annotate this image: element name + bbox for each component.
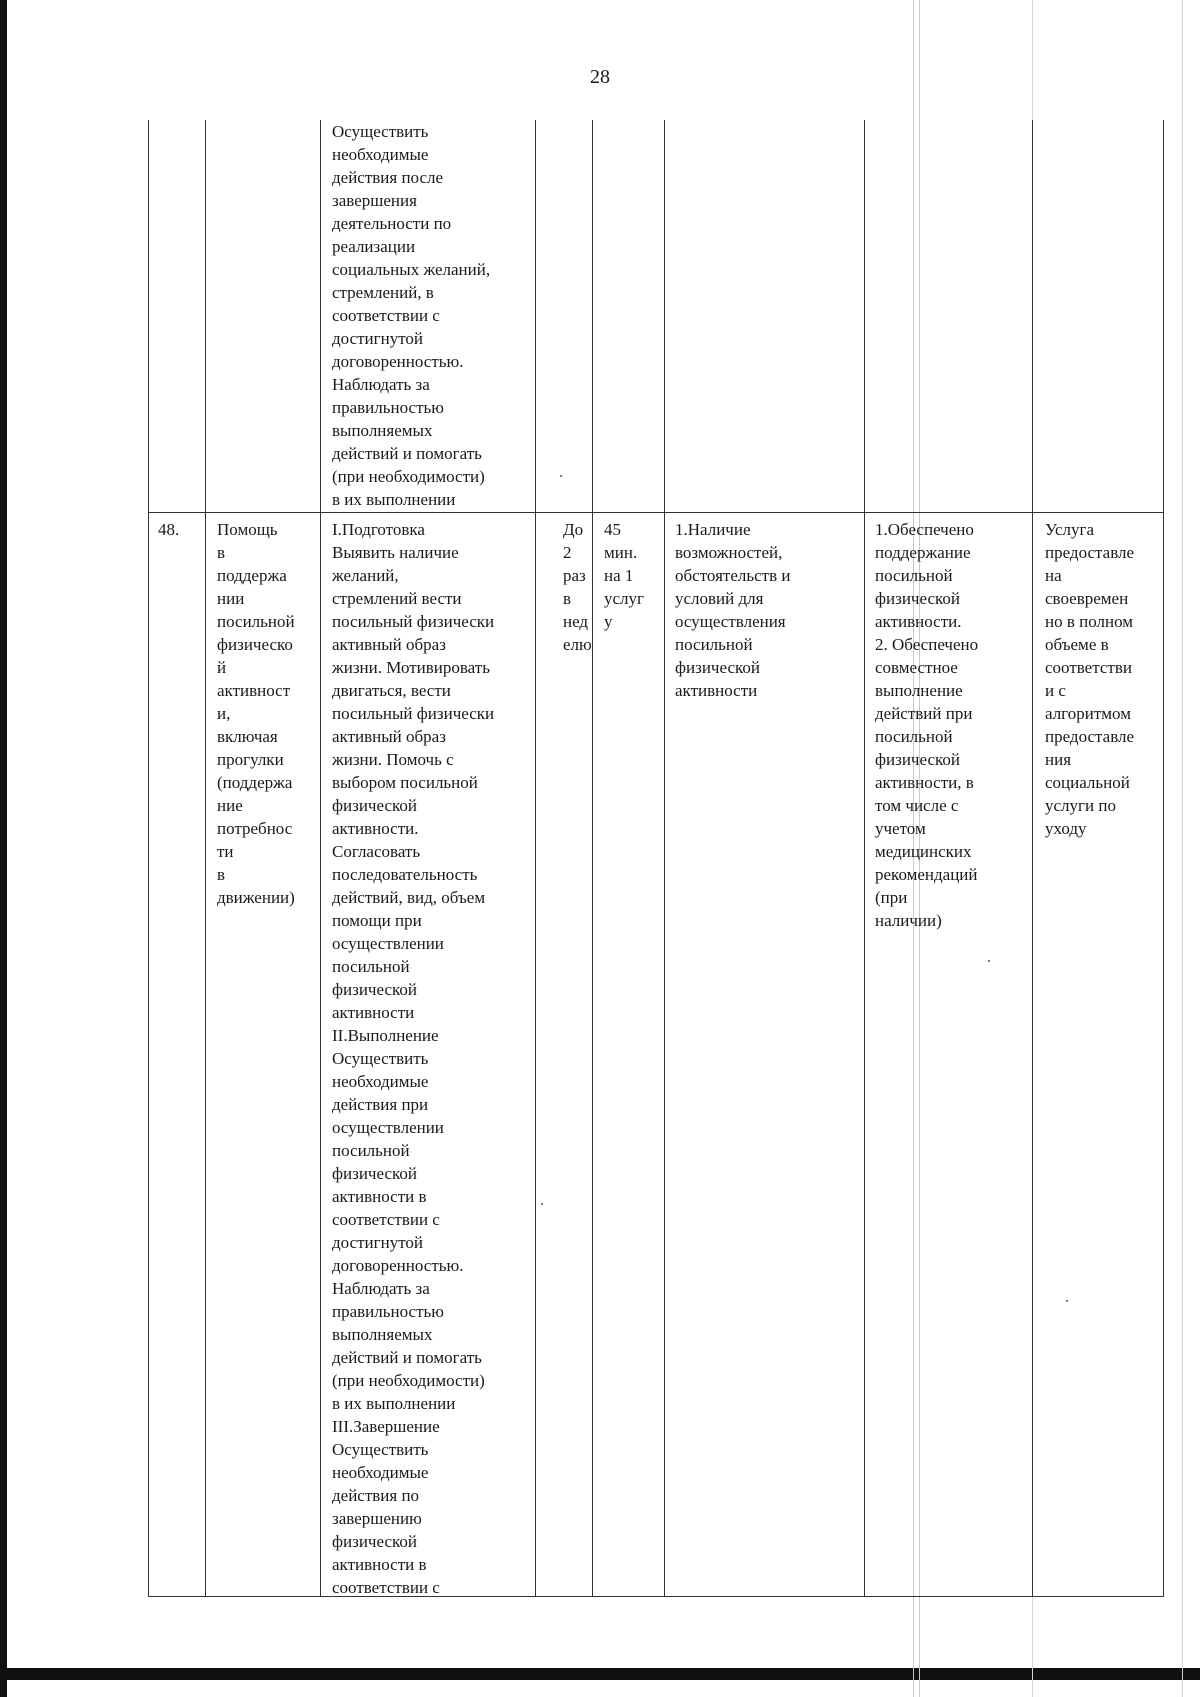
table-border-bottom (148, 1596, 1164, 1597)
services-table (148, 120, 1164, 1597)
service-name-cell: Помощь в поддержа нии посильной физическо й активност и, включая прогулки (поддержа ние потребнос ти в движении) (217, 520, 295, 907)
quality-cell: Услуга предоставле на своевремен но в полном объеме в соответстви и с алгоритмом предоставле ния социальной услуги по уходу (1045, 520, 1135, 838)
row-divider (148, 512, 1164, 513)
column-divider (864, 120, 865, 1597)
column-divider (592, 120, 593, 1597)
column-divider (205, 120, 206, 1597)
column-divider (664, 120, 665, 1597)
conditions-cell: 1.Наличие возможностей, обстоятельств и условий для осуществления посильной физической активности (675, 520, 791, 700)
scan-artifact-line (1182, 0, 1183, 1697)
scan-edge-left (0, 0, 7, 1697)
column-divider (320, 120, 321, 1597)
scan-speck (541, 1203, 543, 1205)
scan-speck (988, 960, 990, 962)
duration-cell: 45 мин. на 1 услуг у (604, 520, 645, 631)
scan-speck (560, 475, 562, 477)
page-number: 28 (590, 66, 610, 88)
result-cell: 1.Обеспечено поддержание посильной физической активности. 2. Обеспечено совместное выполнение действий при посильной физической активности, в том числе с учетом медицинских рекомендаций (при наличии) (875, 520, 979, 930)
scan-speck (1066, 1300, 1068, 1302)
scan-edge-bottom (0, 1668, 1200, 1680)
row-number-cell: 48. (158, 520, 180, 539)
continuation-actions-cell: Осуществить необходимые действия после завершения деятельности по реализации социальных желаний, стремлений, в соответствии с достигнутой договоренностью. Наблюдать за правильностью выполняемых действий и помогать (при необходимости) в их выполнении (332, 122, 491, 509)
service-actions-cell: I.Подготовка Выявить наличие желаний, стремлений вести посильный физически активный образ жизни. Мотивировать двигаться, вести посильный физически активный образ жизни. Помочь с выбором посильной физической активности. Согласовать последовательность действий, вид, объем помощи при осуществлении посильной физической активности II.Выполнение Осуществить необходимые действия при осуществлении посильной физической активности в соответствии с достигнутой договоренностью. Наблюдать за правильностью выполняемых действий и помогать (при необходимости) в их выполнении III.Завершение Осуществить необходимые действия по завершению физической активности в соответствии с (332, 520, 495, 1596)
column-divider (535, 120, 536, 1597)
column-divider (1032, 120, 1033, 1597)
table-border-left (148, 120, 149, 1597)
frequency-cell: До 2 раз в нед елю (563, 520, 592, 654)
table-border-right (1163, 120, 1164, 1597)
